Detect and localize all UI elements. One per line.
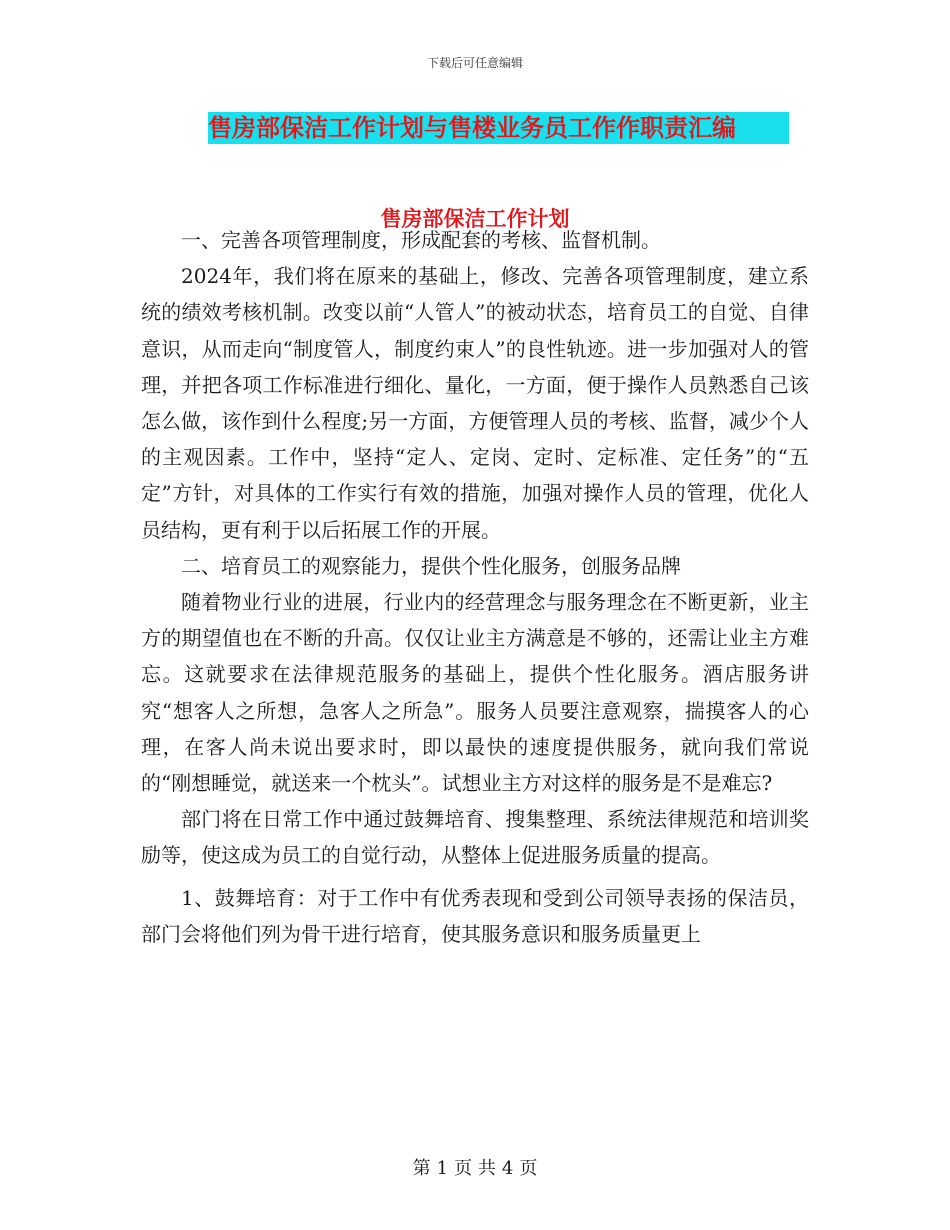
document-body bbox=[141, 222, 809, 952]
document-title: 售房部保洁工作计划与售楼业务员工作作职责汇编 bbox=[208, 114, 736, 142]
section-title: 售房部保洁工作计划 bbox=[380, 207, 570, 231]
header-note: 下载后可任意编辑 bbox=[426, 56, 523, 70]
page-number-current: 1 bbox=[436, 1158, 449, 1179]
paragraph-heading-2: 二、培育员工的观察能力，提供个性化服务，创服务品牌 bbox=[181, 553, 681, 578]
document-title-highlight bbox=[208, 112, 789, 144]
paragraph: 1、鼓舞培育：对于工作中有优秀表现和受到公司领导表扬的保洁员，部门会将他们列为骨干进行培育，使其服务意识和服务质量更上 bbox=[141, 885, 809, 946]
page-number-total: 4 bbox=[501, 1158, 514, 1179]
page-mid: 页 共 bbox=[454, 1158, 496, 1179]
page-footer bbox=[0, 1154, 950, 1180]
paragraph: 随着物业行业的进展，行业内的经营理念与服务理念在不断更新，业主方的期望值也在不断的升高。仅仅让业主方满意是不够的，还需让业主方难忘。这就要求在法律规范服务的基础上，提供个性化服务。酒店服务讲究“想客人之所想，急客人之所急”。服务人员要注意观察，揣摸客人的心理，在客人尚未说出要求时，即以最快的速度提供服务，就向我们常说的“刚想睡觉，就送来一个枕头”。试想业主方对这样的服务是不是难忘? bbox=[141, 590, 809, 796]
paragraph: 2024年，我们将在原来的基础上，修改、完善各项管理制度，建立系统的绩效考核机制。改变以前“人管人”的被动状态，培育员工的自觉、自律意识，从而走向“制度管人，制度约束人”的良性轨迹。进一步加强对人的管理，并把各项工作标准进行细化、量化，一方面，便于操作人员熟悉自己该怎么做，该作到什么程度;另一方面，方便管理人员的考核、监督，减少个人的主观因素。工作中，坚持“定人、定岗、定时、定标准、定任务”的“五定”方针，对具体的工作实行有效的措施，加强对操作人员的管理，优化人员结构，更有利于以后拓展工作的开展。 bbox=[141, 264, 809, 542]
page-suffix: 页 bbox=[519, 1158, 538, 1179]
paragraph: 部门将在日常工作中通过鼓舞培育、搜集整理、系统法律规范和培训奖励等，使这成为员工的自觉行动，从整体上促进服务质量的提高。 bbox=[141, 807, 809, 868]
paragraph-heading-1: 一、完善各项管理制度，形成配套的考核、监督机制。 bbox=[181, 228, 661, 252]
page-prefix: 第 bbox=[412, 1158, 431, 1179]
